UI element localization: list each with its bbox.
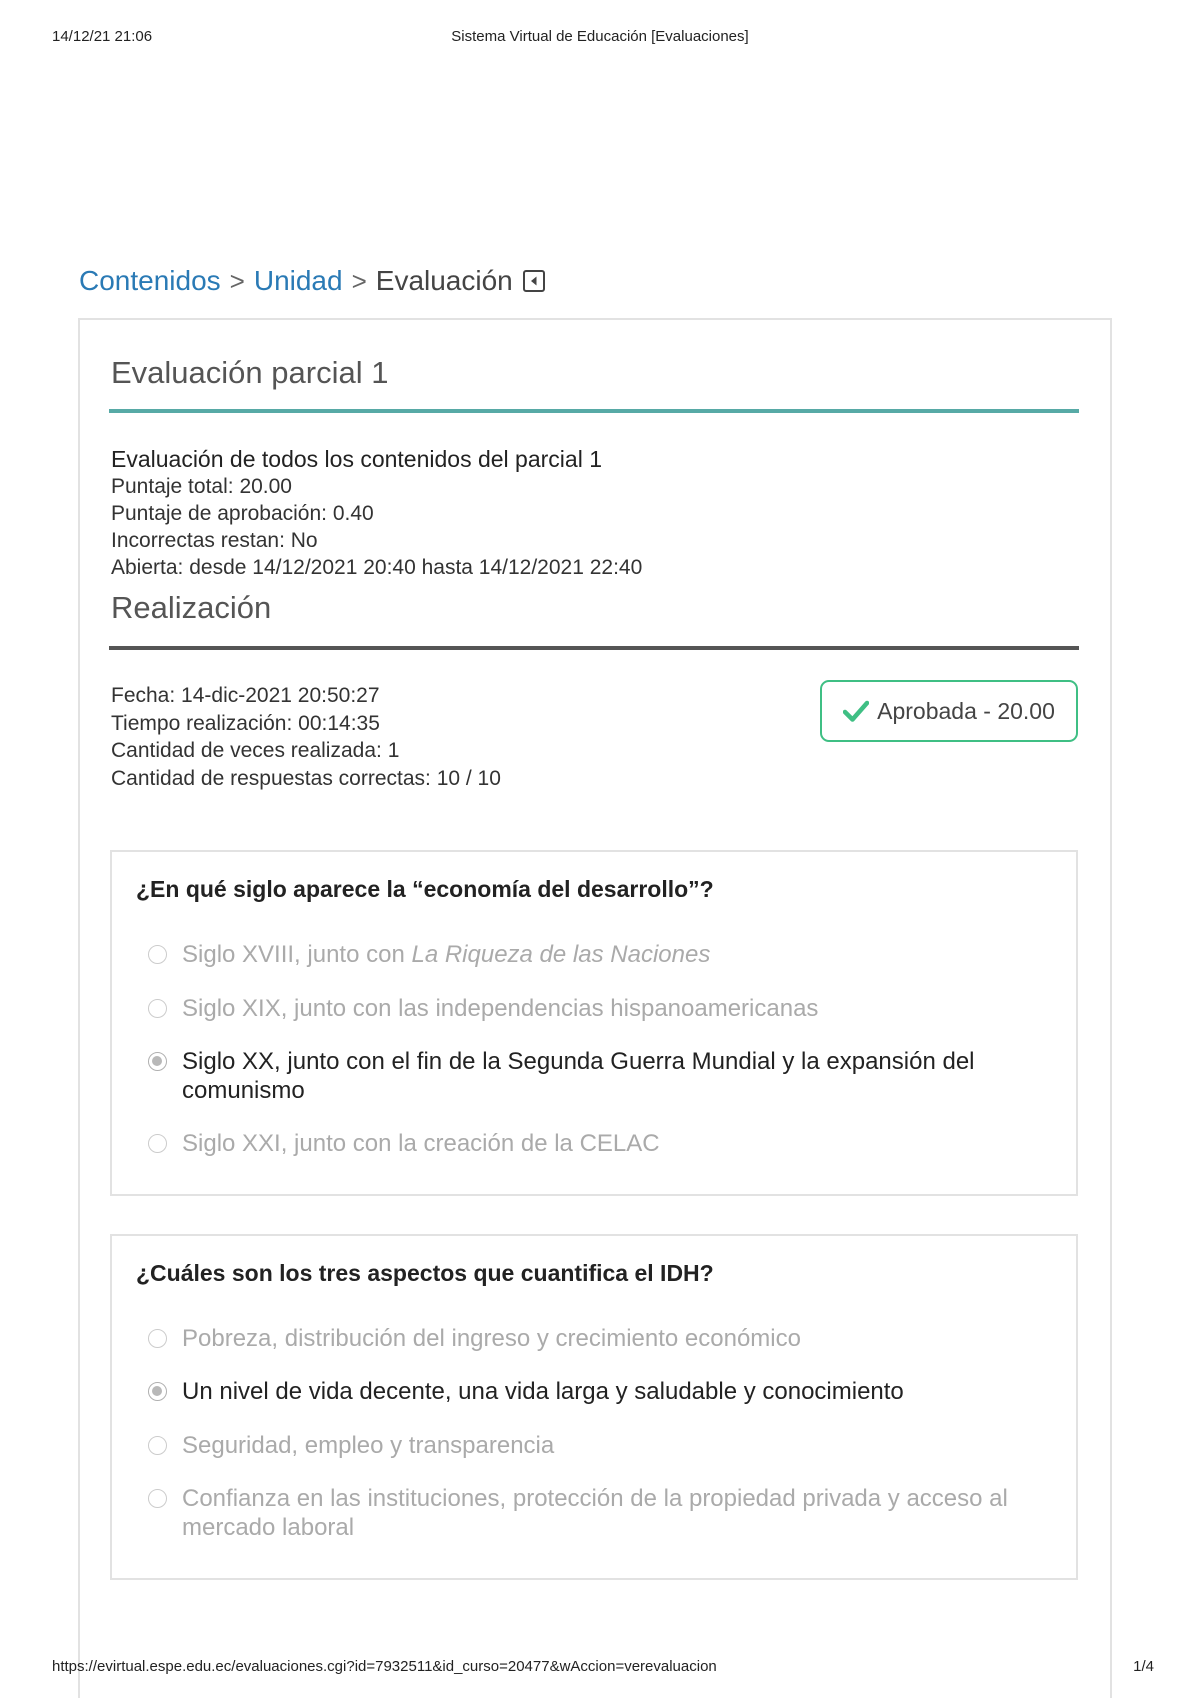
breadcrumb-current: Evaluación (375, 265, 513, 296)
answer-text: Pobreza, distribución del ingreso y crecimiento económico (182, 1325, 801, 1352)
evaluation-description: Evaluación de todos los contenidos del parcial 1 (111, 446, 602, 472)
evaluation-title: Evaluación parcial 1 (111, 355, 389, 390)
stat-value: 14-dic-2021 20:50:27 (181, 684, 380, 707)
radio-button[interactable] (148, 999, 167, 1018)
status-badge-text: Aprobada - 20.00 (877, 697, 1055, 724)
detail-row (111, 473, 642, 500)
stat-row (111, 682, 501, 710)
back-icon[interactable] (523, 270, 545, 292)
stat-label: Fecha: (111, 684, 176, 707)
detail-value: No (290, 529, 318, 552)
check-icon (843, 699, 869, 723)
answer-text: Seguridad, empleo y transparencia (182, 1432, 555, 1459)
stat-value: 10 / 10 (436, 766, 501, 790)
breadcrumb (79, 265, 545, 297)
realizacion-title: Realización (111, 590, 272, 625)
detail-label: Incorrectas restan: (111, 529, 285, 552)
answer-option[interactable] (148, 1484, 1028, 1542)
detail-label: Puntaje de aprobación: (111, 502, 327, 525)
title-divider (109, 409, 1079, 413)
radio-button[interactable] (148, 1489, 167, 1508)
answer-option[interactable] (148, 1431, 1028, 1460)
print-date: 14/12/21 21:06 (52, 28, 153, 45)
answer-text: Siglo XX, junto con el fin de la Segunda Guerra Mundial y la expansión del comunismo (182, 1048, 975, 1104)
answer-option[interactable] (148, 1324, 1028, 1353)
stat-label: Cantidad de veces realizada: (111, 739, 382, 762)
answer-text-italic: La Riqueza de las Naciones (411, 941, 711, 968)
question-card (110, 850, 1078, 1196)
detail-value: desde 14/12/2021 20:40 hasta 14/12/2021 22:40 (189, 556, 643, 579)
print-url: https://evirtual.espe.edu.ec/evaluaciones.cgi?id=7932511&id_curso=20477&wAccion=verevaluacion (52, 1658, 717, 1675)
detail-row (111, 527, 642, 554)
detail-row (111, 554, 642, 581)
stat-label: Tiempo realización: (111, 711, 293, 735)
answer-text: Siglo XVIII, junto con (182, 941, 412, 968)
answer-option[interactable] (148, 994, 1028, 1023)
answer-option-selected[interactable] (148, 1377, 1028, 1406)
answer-text: Siglo XXI, junto con la creación de la CELAC (182, 1130, 660, 1157)
stat-value: 00:14:35 (298, 711, 380, 735)
realizacion-stats (111, 682, 501, 792)
answer-text: Siglo XIX, junto con las independencias hispanoamericanas (182, 995, 819, 1022)
answer-option[interactable] (148, 1129, 1028, 1158)
breadcrumb-separator: > (229, 265, 245, 296)
answer-option[interactable] (148, 940, 1028, 969)
realizacion-divider (109, 646, 1079, 650)
status-badge (820, 680, 1078, 742)
question-text: ¿Cuáles son los tres aspectos que cuantifica el IDH? (136, 1260, 714, 1286)
breadcrumb-contenidos-link[interactable]: Contenidos (79, 265, 221, 296)
radio-button[interactable] (148, 945, 167, 964)
stat-label: Cantidad de respuestas correctas: (111, 766, 431, 790)
print-page-number: 1/4 (1133, 1658, 1154, 1675)
answer-text: Un nivel de vida decente, una vida larga y saludable y conocimiento (182, 1378, 904, 1405)
evaluation-details (111, 446, 642, 581)
stat-value: 1 (387, 739, 400, 762)
radio-button[interactable] (148, 1329, 167, 1348)
print-title: Sistema Virtual de Educación [Evaluaciones] (451, 28, 749, 45)
detail-label: Puntaje total: (111, 475, 234, 498)
breadcrumb-separator: > (351, 265, 367, 296)
breadcrumb-unidad-link[interactable]: Unidad (253, 265, 343, 296)
answer-text: Confianza en las instituciones, protección de la propiedad privada y acceso al mercado laboral (182, 1485, 1008, 1541)
detail-value: 20.00 (239, 475, 292, 498)
detail-row (111, 500, 642, 527)
question-card (110, 1234, 1078, 1580)
stat-row (111, 710, 501, 738)
detail-value: 0.40 (332, 502, 374, 525)
radio-button-selected[interactable] (148, 1052, 167, 1071)
radio-button[interactable] (148, 1436, 167, 1455)
radio-button[interactable] (148, 1134, 167, 1153)
stat-row (111, 765, 501, 793)
answer-option-selected[interactable] (148, 1047, 1028, 1105)
radio-button-selected[interactable] (148, 1382, 167, 1401)
question-text: ¿En qué siglo aparece la “economía del desarrollo”? (136, 876, 714, 902)
detail-label: Abierta: (111, 556, 184, 579)
stat-row (111, 737, 501, 765)
